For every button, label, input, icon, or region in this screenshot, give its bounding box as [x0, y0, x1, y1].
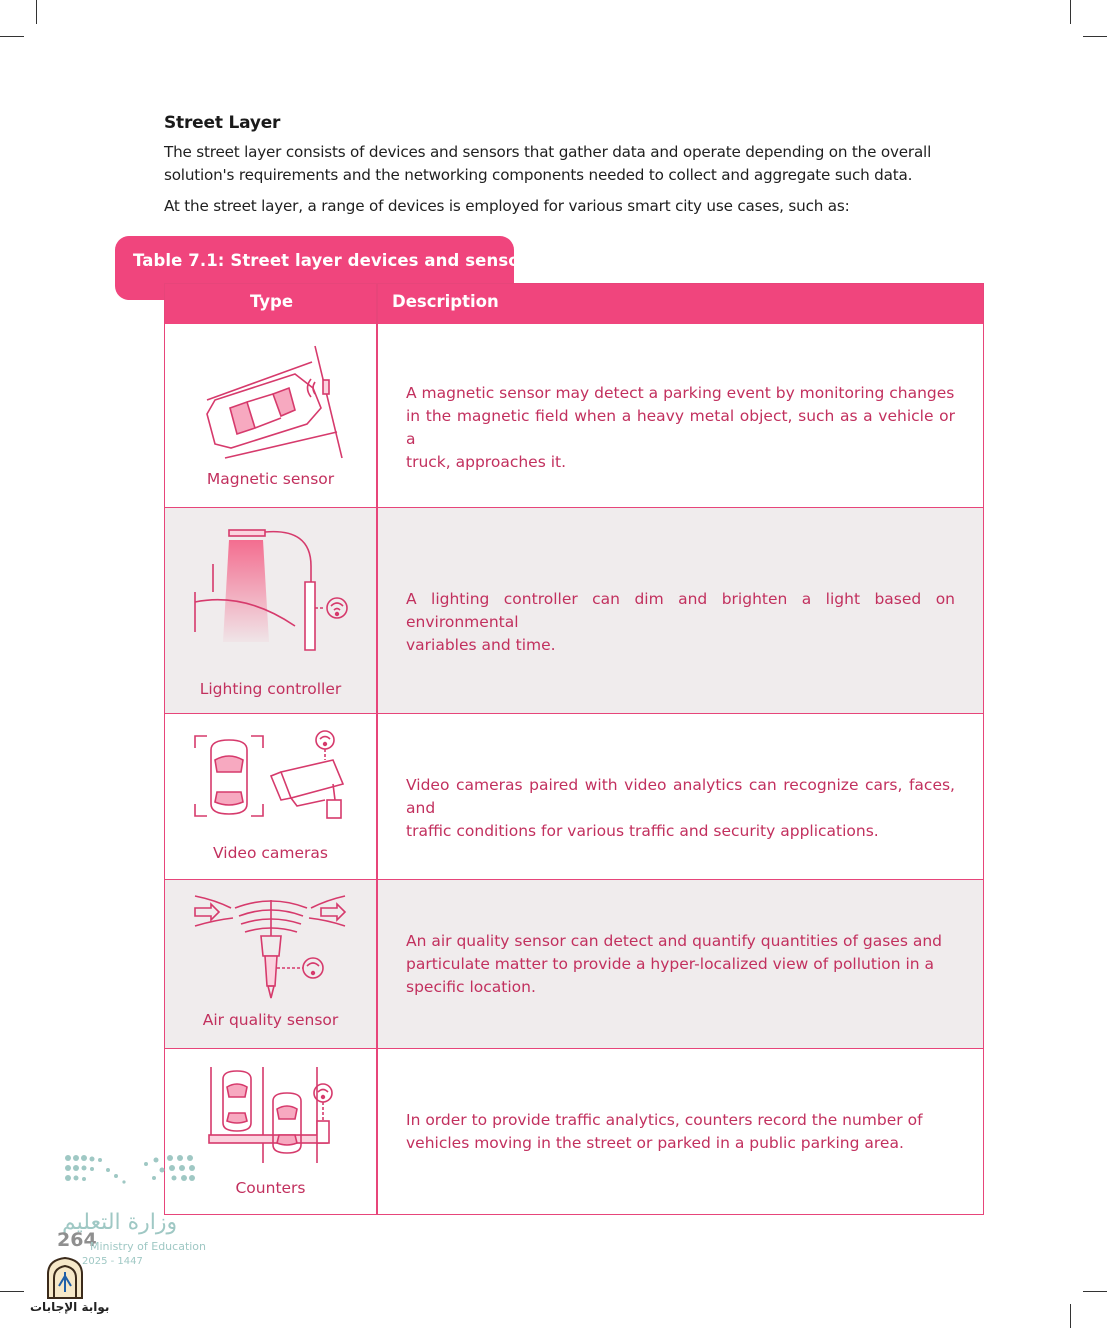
- desc-line: In order to provide traffic analytics, counters record the number of: [406, 1111, 923, 1129]
- section-heading: Street Layer: [164, 113, 281, 133]
- table-row: [165, 508, 983, 714]
- table-row: [165, 1049, 983, 1215]
- vehicle-counter-icon: [185, 1065, 357, 1169]
- desc-line: truck, approaches it.: [406, 453, 567, 471]
- row-description: [406, 588, 955, 657]
- security-camera-icon: [185, 728, 357, 836]
- devices-table: [164, 283, 984, 1215]
- table-header: [165, 284, 983, 324]
- intro-line-1: The street layer consists of devices and sensors that gather data and operate depending on the overall: [164, 143, 932, 161]
- table-row: [165, 324, 983, 508]
- crop-mark: [0, 36, 24, 37]
- edition-year: 2025 - 1447: [82, 1256, 143, 1267]
- desc-line: An air quality sensor can detect and quantify quantities of gases and: [406, 932, 942, 950]
- row-description: [406, 1109, 955, 1155]
- header-description: Description: [392, 292, 499, 311]
- crop-mark: [0, 1291, 24, 1292]
- crop-mark: [1083, 1291, 1107, 1292]
- desc-line: Video cameras paired with video analytics can recognize cars, faces, and: [406, 776, 955, 817]
- crop-mark: [36, 0, 37, 24]
- type-label: Magnetic sensor: [206, 470, 335, 488]
- table-caption: Table 7.1: Street layer devices and sensors: [133, 251, 538, 270]
- ministry-dots-logo: [62, 1150, 202, 1200]
- mosque-logo-icon: [44, 1256, 86, 1300]
- crop-mark: [1070, 1304, 1071, 1328]
- crop-mark: [1083, 36, 1107, 37]
- ministry-name-ar: وزارة التعليم: [62, 1210, 178, 1235]
- air-sensor-icon: [185, 890, 357, 1008]
- type-label: Lighting controller: [199, 680, 342, 698]
- desc-line: vehicles moving in the street or parked in a public parking area.: [406, 1134, 904, 1152]
- intro-line-3: At the street layer, a range of devices is employed for various smart city use cases, such as:: [164, 197, 850, 215]
- type-label: Counters: [235, 1179, 306, 1197]
- parked-car-sensor-icon: [185, 340, 357, 468]
- row-description: [406, 930, 955, 999]
- crop-mark: [1070, 0, 1071, 24]
- column-divider: [376, 284, 378, 1214]
- page-number: 264: [57, 1229, 97, 1251]
- intro-line-2: solution's requirements and the networking components needed to collect and aggregate such data.: [164, 166, 913, 184]
- type-label: Video cameras: [213, 844, 328, 862]
- desc-line: specific location.: [406, 978, 536, 996]
- desc-line: variables and time.: [406, 636, 556, 654]
- ministry-name-en: Ministry of Education: [90, 1240, 207, 1253]
- type-label: Air quality sensor: [202, 1011, 339, 1029]
- desc-line: particulate matter to provide a hyper-localized view of pollution in a: [406, 955, 935, 973]
- street-light-icon: [185, 522, 357, 672]
- desc-line: traffic conditions for various traffic and security applications.: [406, 822, 879, 840]
- desc-line: A lighting controller can dim and brighten a light based on environmental: [406, 590, 955, 631]
- row-description: [406, 774, 955, 843]
- table-row: [165, 880, 983, 1049]
- desc-line: A magnetic sensor may detect a parking event by monitoring changes: [406, 384, 955, 402]
- header-type: Type: [250, 292, 294, 311]
- site-name: بوابة الإجابات: [30, 1300, 110, 1314]
- row-description: [406, 382, 955, 474]
- desc-line: in the magnetic field when a heavy metal object, such as a vehicle or a: [406, 407, 955, 448]
- table-row: [165, 714, 983, 880]
